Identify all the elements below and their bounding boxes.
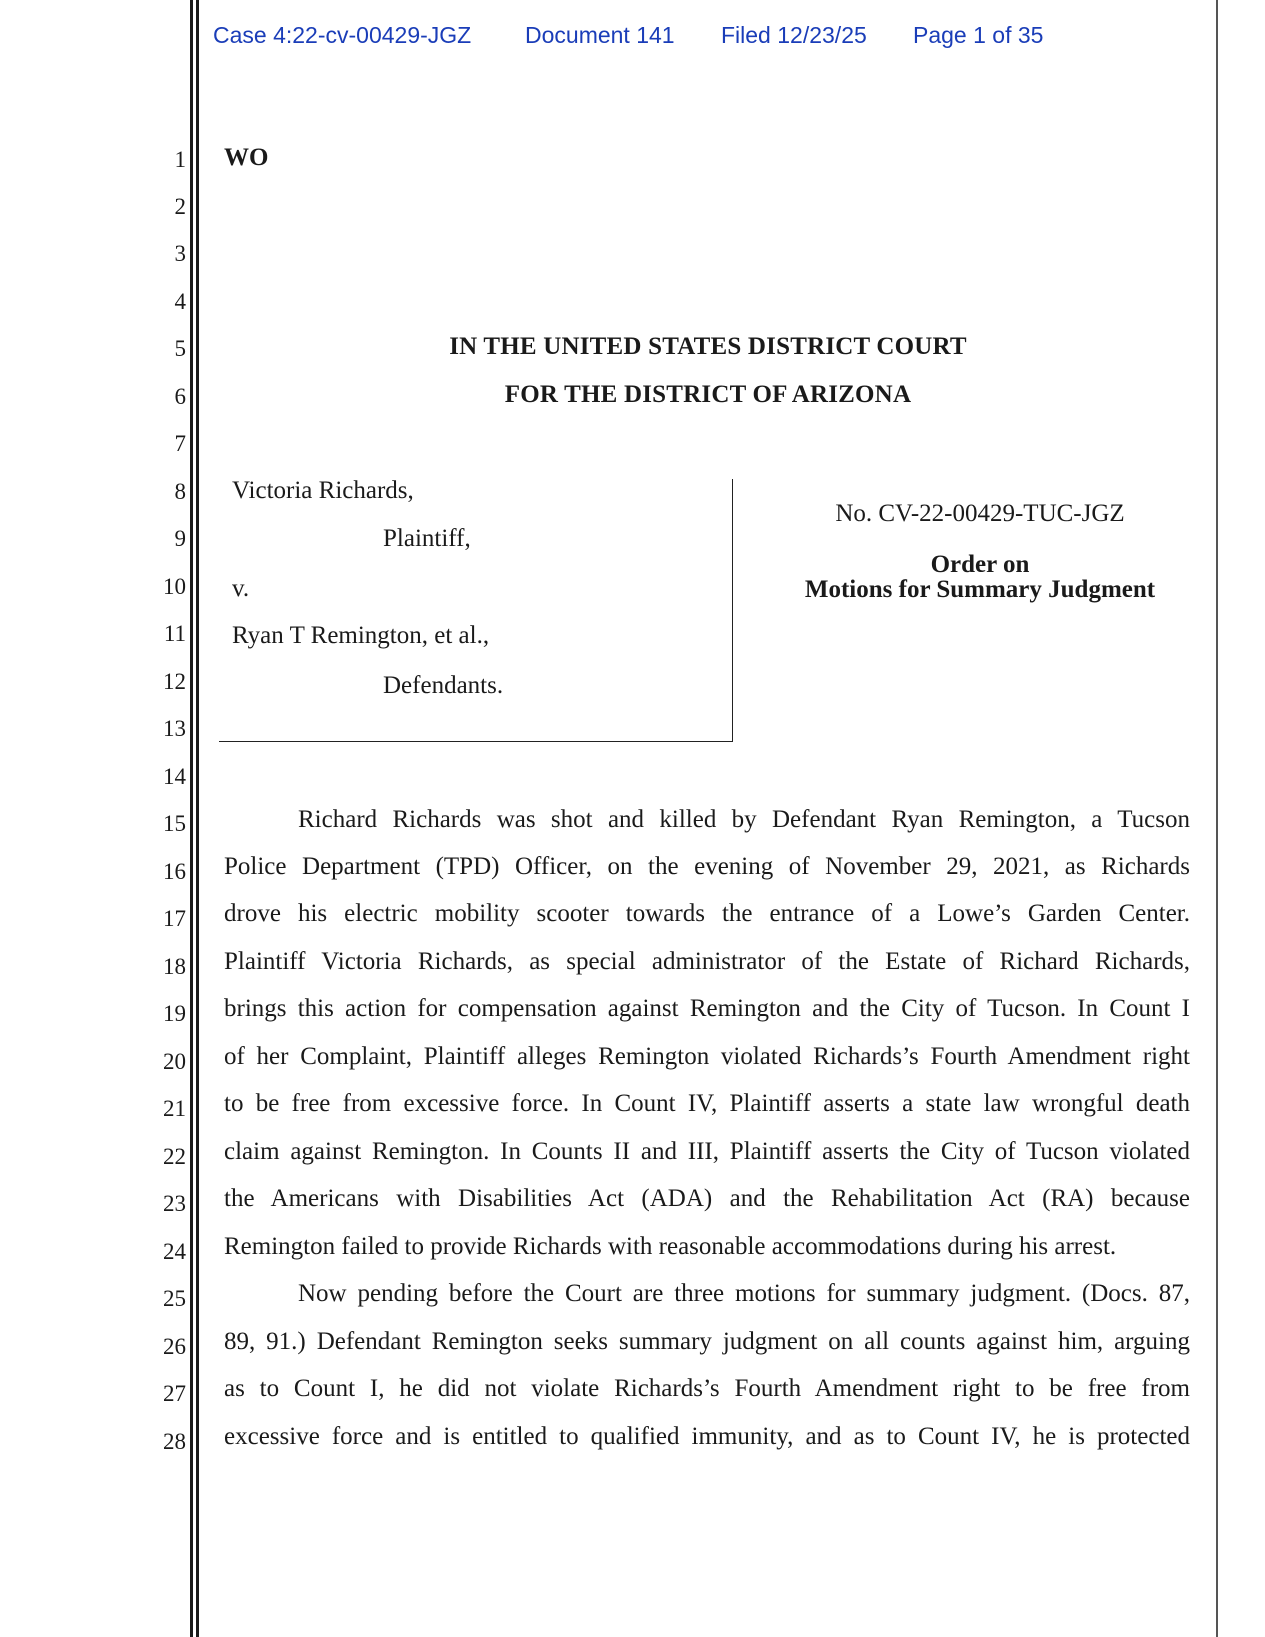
line-number: 7 <box>174 431 186 456</box>
plaintiff-name: Victoria Richards, <box>232 477 414 504</box>
body-text-line: brings this action for compensation against Remington and the City of Tucson. In Count I <box>224 995 1190 1022</box>
defendant-name: Ryan T Remington, et al., <box>232 622 490 649</box>
body-text-line: Plaintiff Victoria Richards, as special administrator of the Estate of Richard Richards, <box>224 948 1190 975</box>
order-title-line-1: Order on <box>930 551 1030 578</box>
line-number: 20 <box>163 1049 186 1074</box>
line-number: 6 <box>174 384 186 409</box>
line-number: 12 <box>163 669 186 694</box>
line-number: 9 <box>174 526 186 551</box>
case-caption-box <box>219 479 733 742</box>
line-number: 10 <box>163 574 186 599</box>
court-name-line-1: IN THE UNITED STATES DISTRICT COURT <box>449 333 967 360</box>
case-number: No. CV-22-00429-TUC-JGZ <box>835 500 1125 527</box>
line-number: 23 <box>163 1191 186 1216</box>
order-title-line-2: Motions for Summary Judgment <box>804 576 1156 603</box>
court-name-line-2: FOR THE DISTRICT OF ARIZONA <box>504 381 912 408</box>
line-number: 2 <box>174 194 186 219</box>
line-number: 22 <box>163 1144 186 1169</box>
defendant-role: Defendants. <box>383 672 504 699</box>
body-text-line: to be free from excessive force. In Count IV, Plaintiff asserts a state law wrongful death <box>224 1090 1190 1117</box>
wo-designation: WO <box>224 144 269 171</box>
versus-label: v. <box>232 575 250 602</box>
line-number: 18 <box>163 954 186 979</box>
ecf-case-number: Case 4:22-cv-00429-JGZ <box>213 22 472 48</box>
line-number: 24 <box>163 1239 186 1264</box>
line-number: 26 <box>163 1334 186 1359</box>
body-text-line: Richard Richards was shot and killed by Defendant Ryan Remington, a Tucson <box>298 806 1190 833</box>
line-number: 13 <box>163 716 186 741</box>
body-text-line: as to Count I, he did not violate Richards’s Fourth Amendment right to be free from <box>224 1375 1190 1402</box>
line-number: 19 <box>163 1001 186 1026</box>
body-text-line: Remington failed to provide Richards with reasonable accommodations during his arrest. <box>224 1233 1117 1260</box>
pleading-rule-left-inner <box>196 0 199 1637</box>
body-text-line: Now pending before the Court are three motions for summary judgment. (Docs. 87, <box>298 1280 1190 1307</box>
line-number: 3 <box>174 241 186 266</box>
line-number: 21 <box>163 1096 186 1121</box>
plaintiff-role: Plaintiff, <box>383 525 471 552</box>
body-text-line: drove his electric mobility scooter towards the entrance of a Lowe’s Garden Center. <box>224 900 1190 927</box>
pleading-rule-left-outer <box>190 0 193 1637</box>
line-number: 8 <box>174 479 186 504</box>
line-number: 16 <box>163 859 186 884</box>
line-number: 27 <box>163 1381 186 1406</box>
body-text-line: 89, 91.) Defendant Remington seeks summary judgment on all counts against him, arguing <box>224 1328 1190 1355</box>
line-number: 25 <box>163 1286 186 1311</box>
line-number: 1 <box>174 147 186 172</box>
line-number: 14 <box>163 764 186 789</box>
line-number: 28 <box>163 1429 186 1454</box>
pleading-rule-right <box>1216 0 1218 1637</box>
body-text-line: of her Complaint, Plaintiff alleges Remington violated Richards’s Fourth Amendment right <box>224 1043 1190 1070</box>
line-number: 4 <box>174 289 186 314</box>
ecf-page-count: Page 1 of 35 <box>913 22 1044 48</box>
line-number: 5 <box>174 336 186 361</box>
body-text-line: the Americans with Disabilities Act (ADA) and the Rehabilitation Act (RA) because <box>224 1185 1190 1212</box>
line-number: 15 <box>163 811 186 836</box>
body-text-line: Police Department (TPD) Officer, on the evening of November 29, 2021, as Richards <box>224 853 1190 880</box>
line-number: 11 <box>163 621 186 646</box>
ecf-document-number: Document 141 <box>525 22 675 48</box>
body-text-line: excessive force and is entitled to qualified immunity, and as to Count IV, he is protected <box>224 1423 1190 1450</box>
ecf-filed-date: Filed 12/23/25 <box>721 22 867 48</box>
body-text-line: claim against Remington. In Counts II and III, Plaintiff asserts the City of Tucson violated <box>224 1138 1190 1165</box>
line-number: 17 <box>163 906 186 931</box>
